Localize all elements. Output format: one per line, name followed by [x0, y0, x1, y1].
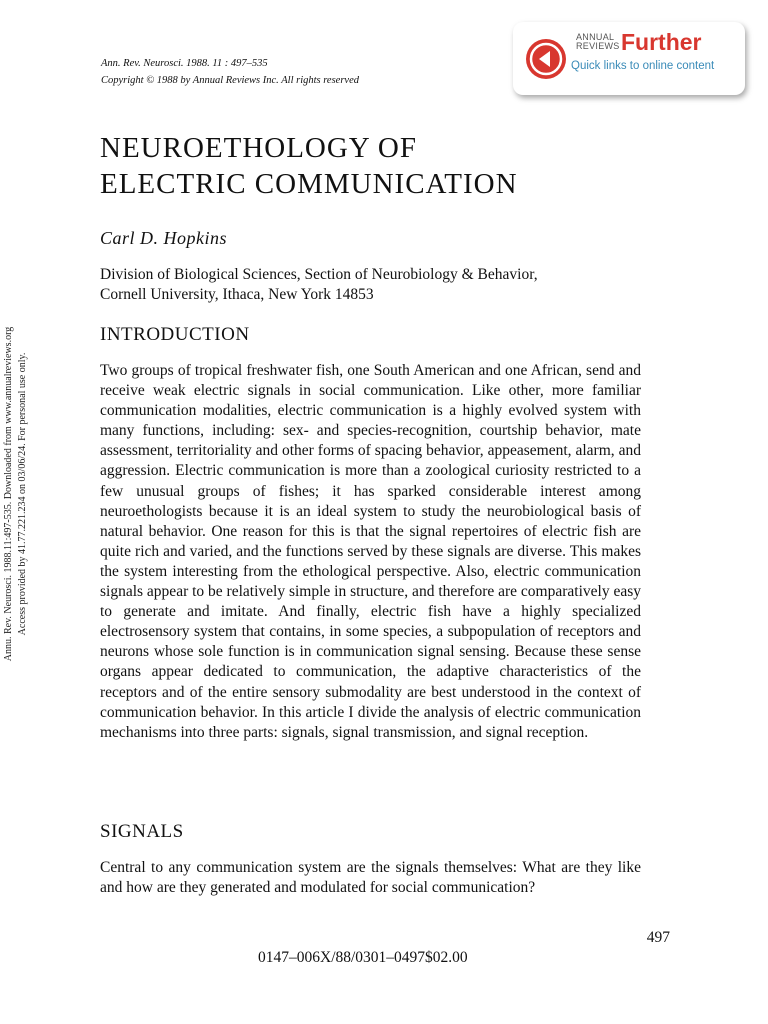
annual-reviews-further-badge[interactable]: [513, 22, 745, 95]
journal-citation: [101, 55, 359, 89]
badge-annual-label: ANNUAL: [576, 32, 615, 42]
introduction-heading: INTRODUCTION: [100, 324, 250, 345]
badge-quick-links-label: Quick links to online content: [571, 60, 715, 72]
author-affiliation: [100, 265, 660, 305]
citation-line: Ann. Rev. Neurosci. 1988. 11 : 497–535: [101, 58, 268, 69]
article-code: 0147–006X/88/0301–0497$02.00: [258, 949, 468, 966]
page-number: 497: [646, 929, 670, 946]
badge-further-label: Further: [621, 29, 702, 55]
article-title: [100, 130, 518, 202]
title-line: NEUROETHOLOGY OF: [100, 132, 417, 164]
play-circle-icon: [524, 37, 568, 81]
signals-paragraph: Central to any communication system are the signals themselves: What are they like and how are they generated and modulated for social communication?: [100, 859, 641, 897]
introduction-paragraph: Two groups of tropical freshwater fish, one South American and one African, send and receive weak electric signals in social communication. Like other, more familiar communication modalities, electric communication is a highly evolved system with many functions, including: sex- and species-recognition, courtship behavior, mate assessment, territoriality and other forms of spacing behavior, appeasement, alarm, and aggression. Electric communication is more than a zoological curiosity restricted to a few unusual groups of fishes; it has sparked considerable interest among neuroethologists because it is an ideal system to study the neurobiological basis of natural behavior. One reason for this is that the signal repertoires of electric fish are quite rich and varied, and the functions served by these signals are diverse. This makes the system interesting from the ethological perspective. Also, electric communication signals appear to be relatively simple in structure, and therefore are comparatively easy to generate and imitate. And finally, electric fish have a highly specialized electrosensory system that contains, in some species, a subpopulation of receptors and neurons whose sole function is in communication signal sensing. Because these sense organs appear dedicated to communication, the adaptive characteristics of the receptors and of the entire sensory submodality are best understood in the context of communication behavior. In this article I divide the analysis of electric communication mechanisms into three parts: signals, signal transmission, and signal reception.: [100, 362, 641, 741]
affiliation-line: Cornell University, Ithaca, New York 14853: [100, 286, 374, 303]
author-name: Carl D. Hopkins: [100, 228, 228, 248]
affiliation-line: Division of Biological Sciences, Section of Neurobiology & Behavior,: [100, 266, 538, 283]
signals-heading: SIGNALS: [100, 821, 184, 842]
copyright-line: Copyright © 1988 by Annual Reviews Inc. All rights reserved: [101, 75, 359, 86]
access-notice-line: Access provided by 41.77.221.234 on 03/06/24. For personal use only.: [17, 352, 28, 636]
badge-reviews-label: REVIEWS: [576, 41, 620, 51]
download-notice-line: Annu. Rev. Neurosci. 1988.11:497-535. Downloaded from www.annualreviews.org: [3, 326, 14, 662]
title-line: ELECTRIC COMMUNICATION: [100, 168, 518, 200]
download-notice: [2, 274, 30, 714]
